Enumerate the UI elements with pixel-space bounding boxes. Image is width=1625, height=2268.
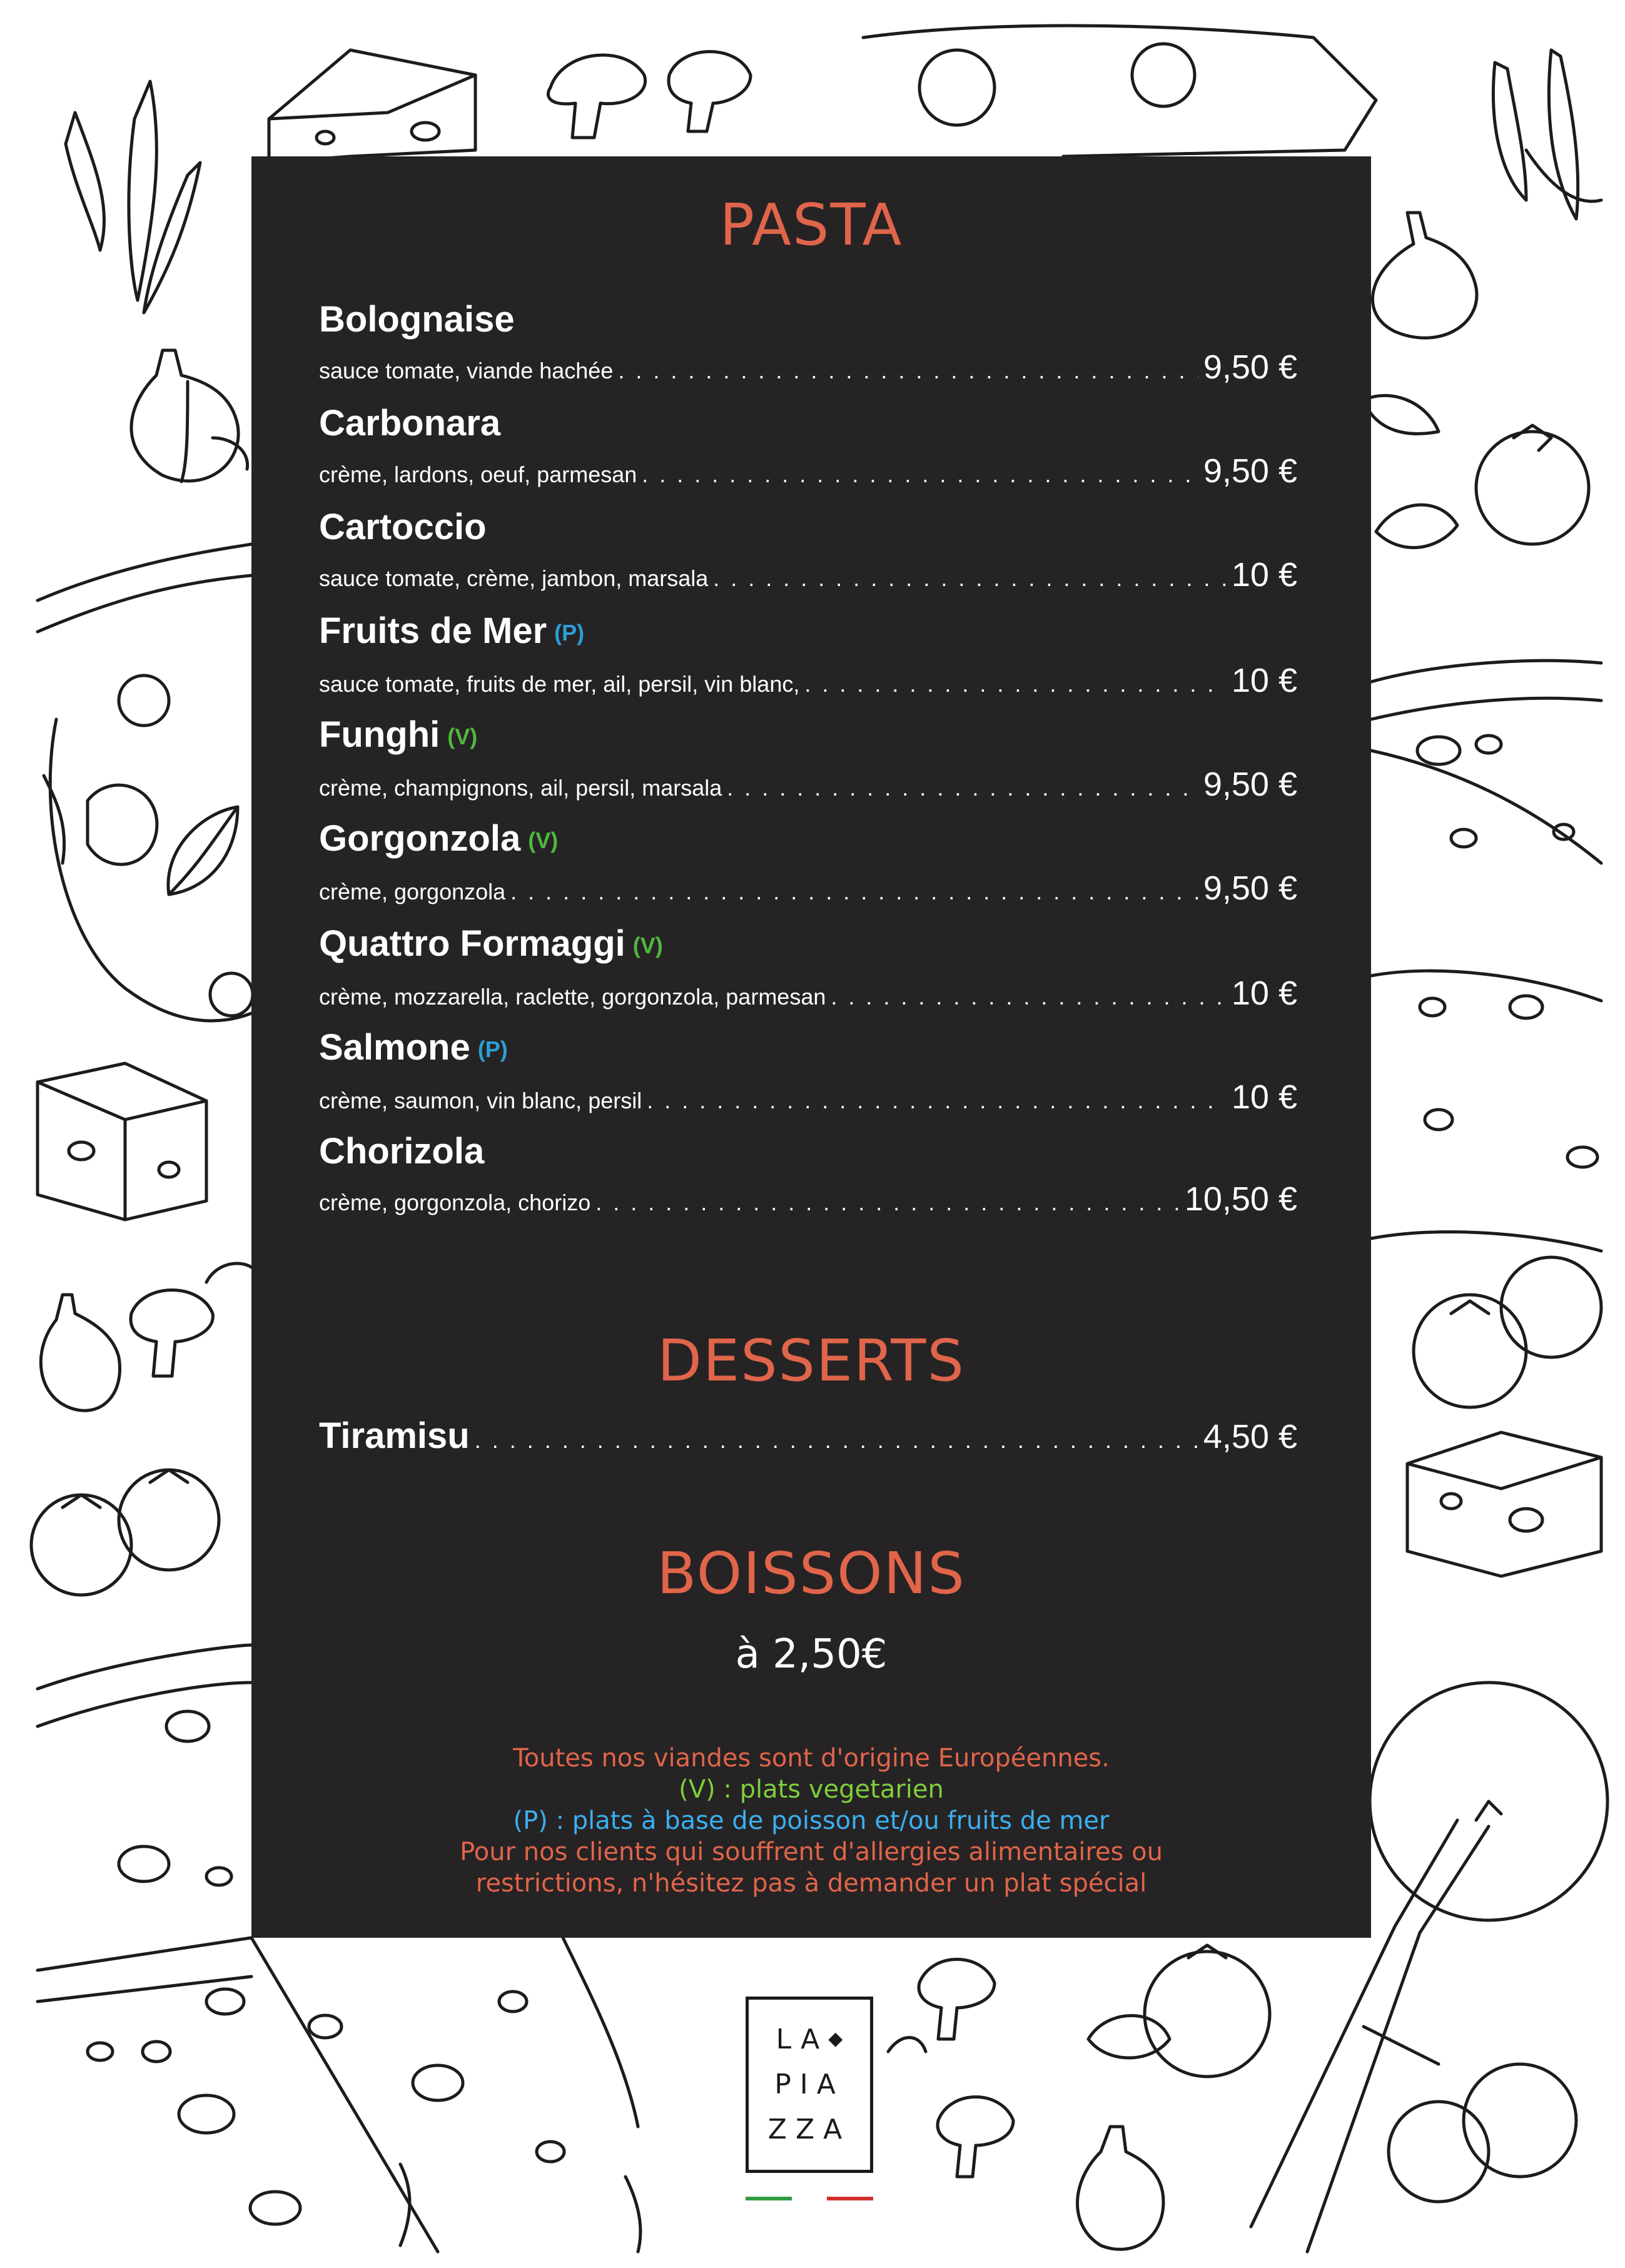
pizza-slice-icon <box>38 544 253 1021</box>
fish-legend: (P) : plats à base de poisson et/ou fruits de mer <box>513 1806 1110 1835</box>
dot-leader <box>642 462 1198 488</box>
item-price: 10 € <box>1231 662 1297 699</box>
item-name: Bolognaise <box>319 299 515 340</box>
dot-leader <box>804 671 1227 697</box>
garlic-icon <box>1364 213 1477 433</box>
item-name: Gorgonzola <box>319 818 521 859</box>
item-name: Tiramisu <box>319 1415 470 1456</box>
vegetarian-legend: (V) : plats vegetarien <box>679 1775 944 1804</box>
item-description: crème, gorgonzola, chorizo <box>319 1190 591 1215</box>
mushroom-icon <box>548 52 751 138</box>
menu-item <box>319 610 1297 700</box>
italian-flag-red-bar <box>827 2197 873 2200</box>
menu-item <box>319 403 1297 490</box>
menu-item <box>319 923 1297 1013</box>
logo-line-2: PIA <box>774 2068 844 2100</box>
item-name: Fruits de Mer <box>319 610 547 651</box>
tomato-icon <box>1376 425 1589 547</box>
vegetarian-tag: (V) <box>632 933 663 958</box>
menu-card <box>251 156 1371 1938</box>
diamond-icon: ◆ <box>828 2028 843 2050</box>
item-price: 9,50 € <box>1203 869 1297 907</box>
mushroom-icon <box>131 1263 263 1376</box>
vegetarian-tag: (V) <box>447 724 478 749</box>
menu-item <box>319 818 1297 908</box>
menu-notes <box>251 1743 1371 1899</box>
pizza-slice-icon <box>1371 661 1601 1251</box>
menu-item <box>319 507 1297 594</box>
item-name: Cartoccio <box>319 507 487 547</box>
item-description: crème, mozzarella, raclette, gorgonzola, parmesan <box>319 984 826 1010</box>
dot-leader <box>475 1427 1198 1454</box>
allergy-note-line2: restrictions, n'hésitez pas à demander un plat spécial <box>475 1869 1147 1898</box>
desserts-title: DESSERTS <box>657 1327 965 1394</box>
item-price: 10,50 € <box>1184 1180 1297 1218</box>
item-price: 10 € <box>1231 975 1297 1012</box>
drinks-title: BOISSONS <box>657 1540 966 1607</box>
item-description: sauce tomate, crème, jambon, marsala <box>319 565 709 591</box>
fish-tag: (P) <box>554 620 585 645</box>
italian-flag-green-bar <box>746 2197 792 2200</box>
mushroom-icon <box>888 1960 1013 2177</box>
la-piazza-logo <box>746 1997 873 2173</box>
item-price: 10 € <box>1231 556 1297 594</box>
menu-item <box>319 299 1297 387</box>
item-price: 9,50 € <box>1203 766 1297 803</box>
garlic-icon <box>41 1295 119 1410</box>
item-name: Carbonara <box>319 403 501 443</box>
item-description: crème, saumon, vin blanc, persil <box>319 1088 642 1113</box>
basil-icon <box>168 807 238 894</box>
tomato-icon <box>31 1470 219 1595</box>
pizza-slice-icon <box>863 26 1376 156</box>
dot-leader <box>713 565 1227 592</box>
pepper-icon <box>66 81 200 313</box>
pasta-title: PASTA <box>719 191 903 258</box>
item-price: 4,50 € <box>1203 1418 1297 1455</box>
tomato-icon <box>1088 1945 1576 2202</box>
cheese-icon <box>269 50 475 163</box>
menu-item <box>319 1131 1297 1218</box>
allergy-note-line1: Pour nos clients qui souffrent d'allergies alimentaires ou <box>460 1838 1163 1866</box>
dot-leader <box>647 1088 1227 1114</box>
dot-leader <box>727 775 1198 801</box>
cheese-icon <box>1407 1432 1601 1576</box>
item-description: crème, gorgonzola <box>319 879 506 904</box>
item-price: 9,50 € <box>1203 452 1297 490</box>
tomato-icon <box>1414 1257 1601 1407</box>
item-description: sauce tomate, fruits de mer, ail, persil, vin blanc, <box>319 671 800 697</box>
item-price: 10 € <box>1231 1078 1297 1116</box>
pepper-icon <box>400 2164 640 2252</box>
item-description: sauce tomate, viande hachée <box>319 358 614 383</box>
logo-line-1: LA◆ <box>776 2023 843 2055</box>
menu-item <box>319 714 1297 804</box>
item-description: crème, champignons, ail, persil, marsala <box>319 775 722 801</box>
item-price: 9,50 € <box>1203 348 1297 386</box>
fish-tag: (P) <box>477 1036 508 1062</box>
item-description: crème, lardons, oeuf, parmesan <box>319 462 637 487</box>
garlic-icon <box>1078 2127 1164 2249</box>
pepper-icon <box>1493 50 1601 219</box>
item-name: Chorizola <box>319 1131 485 1172</box>
dot-leader <box>510 879 1198 905</box>
item-name: Salmone <box>319 1027 470 1068</box>
meat-origin-note: Toutes nos viandes sont d'origine Européennes. <box>513 1744 1110 1773</box>
vegetarian-tag: (V) <box>528 828 559 853</box>
cheese-icon <box>38 1063 206 1220</box>
drinks-price: à 2,50€ <box>735 1631 888 1678</box>
dessert-item <box>319 1415 1297 1457</box>
dot-leader <box>831 984 1227 1010</box>
item-name: Quattro Formaggi <box>319 923 625 964</box>
garlic-icon <box>131 350 248 482</box>
dot-leader <box>618 358 1198 384</box>
menu-item <box>319 1027 1297 1116</box>
item-name: Funghi <box>319 714 440 755</box>
dot-leader <box>595 1190 1180 1216</box>
logo-line-3: ZZA <box>767 2114 851 2145</box>
